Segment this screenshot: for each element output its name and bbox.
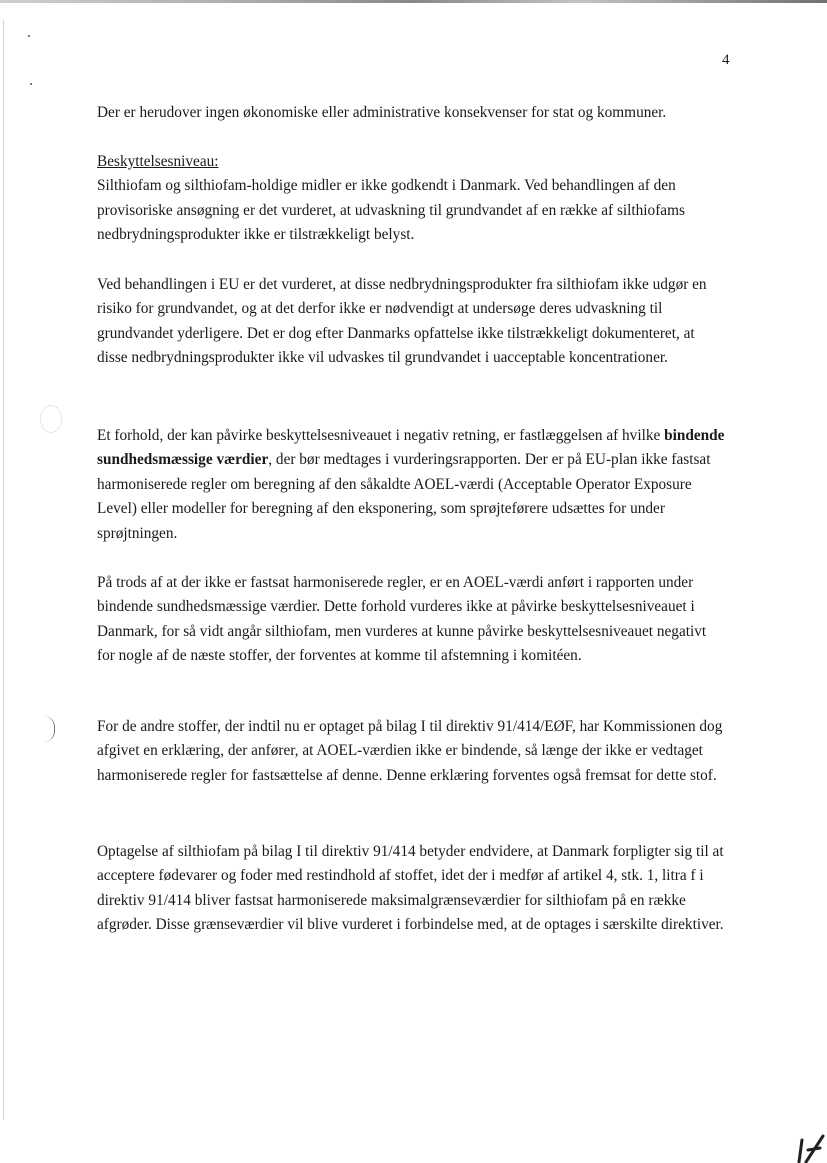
handwritten-mark — [796, 1134, 826, 1163]
scan-speck — [30, 83, 32, 85]
paragraph-mrl: Optagelse af silthiofam på bilag I til direktiv 91/414 betyder endvidere, at Danmark forpligter sig til at acceptere fødevarer og foder med restindhold af stoffet, idet der i medfør af artikel 4, stk. 1, litra f i direktiv 91/414 bliver fastsat harmoniserede maksimalgrænseværdier for silthiofam på en række afgrøder. Disse grænseværdier vil blive vurderet i forbindelse med, at de optages i særskilte direktiver. — [97, 843, 724, 934]
scan-smudge — [40, 405, 62, 433]
section-beskyttelsesniveau — [97, 150, 727, 248]
scan-speck — [28, 35, 30, 37]
punch-hole-mark — [44, 716, 55, 742]
section-heading: Beskyttelsesniveau: — [97, 153, 219, 170]
paragraph-consequences: Der er herudover ingen økonomiske eller administrative konsekvenser for stat og kommuner. — [97, 104, 667, 121]
text-run: Et forhold, der kan påvirke beskyttelsesniveauet i negativ retning, er fastlæggelsen af hvilke — [97, 427, 665, 444]
scan-top-edge — [0, 0, 827, 3]
page-number: 4 — [722, 52, 730, 68]
scan-left-edge — [3, 20, 4, 1120]
bold-term: bindende sundhedsmæssige værdier — [97, 427, 725, 469]
paragraph-approval-status: Silthiofam og silthiofam-holdige midler er ikke godkendt i Danmark. Ved behandlingen af den provisoriske ansøgning er det vurderet, at udvaskning til grundvandet af en række af silthiofams nedbrydningsprodukter ikke er tilstrækkeligt belyst. — [97, 177, 685, 244]
text-run: , der bør medtages i vurderingsrapporten. Der er på EU-plan ikke fastsat harmoniserede regler om beregning af den såkaldte AOEL-værdi (Acceptable Operator Exposure Level) eller modeller for beregning af den eksponering, som sprøjteførere udsættes for under sprøjtningen. — [97, 451, 711, 542]
paragraph-aoel: På trods af at der ikke er fastsat harmoniserede regler, er en AOEL-værdi anført i rapporten under bindende sundhedsmæssige værdier. Dette forhold vurderes ikke at påvirke beskyttelsesniveauet i Danmark, for så vidt angår silthiofam, men vurderes at kunne påvirke beskyttelsesniveauet negativt for nogle af de næste stoffer, der forventes at komme til afstemning i komitéen. — [97, 574, 707, 665]
paragraph-eu-assessment: Ved behandlingen i EU er det vurderet, at disse nedbrydningsprodukter fra silthiofam ikke udgør en risiko for grundvandet, og at det derfor ikke er nødvendigt at undersøge deres udvaskning til grundvandet yderligere. Det er dog efter Danmarks opfattelse ikke tilstrækkeligt dokumenteret, at disse nedbrydningsprodukter ikke vil udvaskes til grundvandet i uacceptable koncentrationer. — [97, 276, 707, 367]
paragraph-binding-values — [97, 424, 727, 546]
paragraph-commission-declaration: For de andre stoffer, der indtil nu er optaget på bilag I til direktiv 91/414/EØF, har Kommissionen dog afgivet en erklæring, der anfører, at AOEL-værdien ikke er bindende, så længe der ikke er vedtaget harmoniserede regler for fastsættelse af denne. Denne erklæring forventes også fremsat for dette stof. — [97, 718, 723, 784]
